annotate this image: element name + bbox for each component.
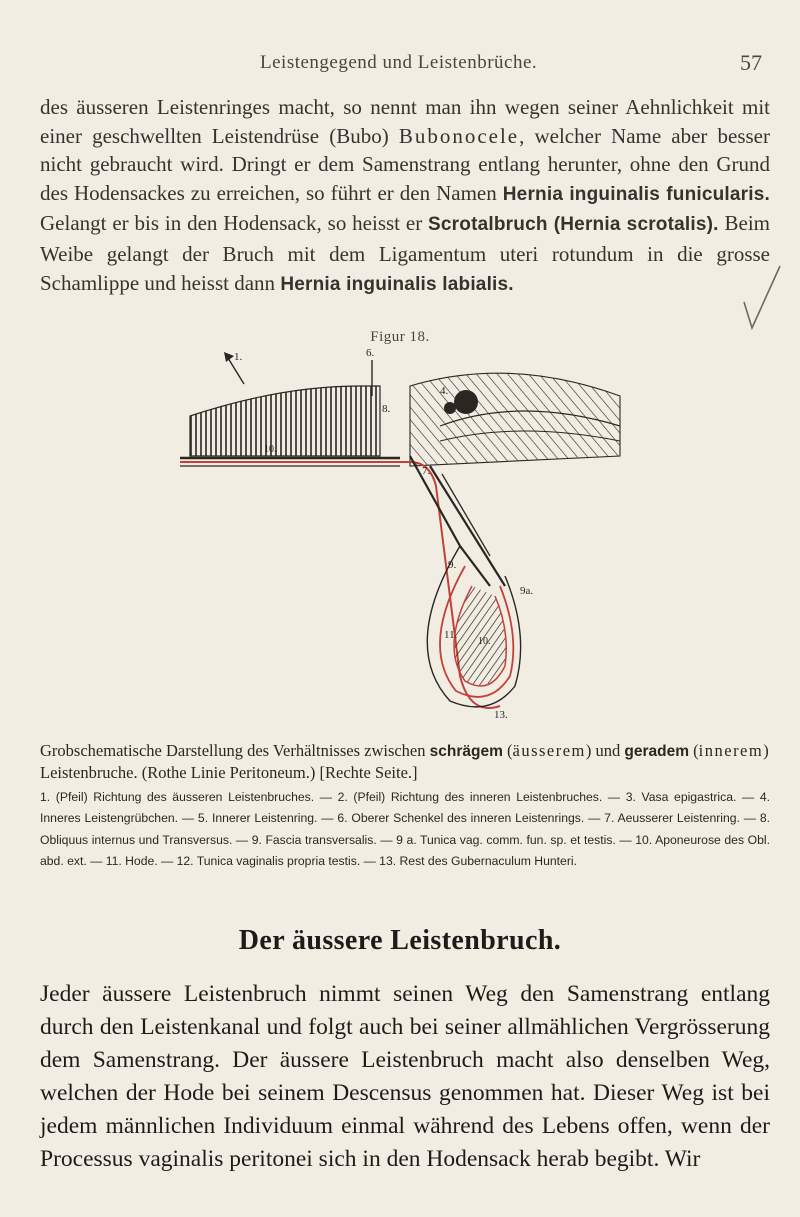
- term-hernia-labialis: Hernia inguinalis labialis.: [280, 273, 514, 295]
- caption-text-5: ) Leistenbruche. (Rothe Linie Peritoneum.) [Rechte Seite.]: [40, 741, 769, 782]
- caption-text-1: Grobschematische Darstellung des Verhältnisses zwischen: [40, 741, 430, 760]
- intro-text-2: , welcher Name aber besser nicht gebraucht wird. Dringt er dem Samenstrang entlang herunter, ohne den Grund des Hodensackes zu erreichen, so führt er den Namen: [40, 123, 771, 205]
- figure-number-10: 10.: [264, 444, 277, 455]
- scrotum-sac: [427, 546, 520, 707]
- figure-number-11: 10.: [478, 636, 491, 647]
- caption-text-3: ) und: [585, 741, 625, 760]
- caption-word-inner: innerem: [698, 741, 764, 760]
- intro-text-3: Gelangt er bis in den Hodensack, so heisst er: [40, 211, 429, 236]
- figure-number-12: 11.: [444, 629, 458, 641]
- figure-number-7: 7.: [422, 465, 431, 477]
- intro-text-1: des äusseren Leistenringes macht, so nennt man ihn wegen seiner Aehnlichkeit mit einer geschwellten Leistendrüse (Bubo): [40, 95, 770, 148]
- figure-number-9a: 9a.: [520, 585, 534, 597]
- caption-word-straight: geradem: [624, 743, 690, 760]
- anatomical-figure: [160, 346, 640, 726]
- running-header: [0, 52, 800, 82]
- figure-number-4: 4.: [440, 385, 449, 397]
- pencil-check-mark: [742, 262, 782, 332]
- caption-word-outer: äusserem: [512, 741, 586, 760]
- term-hernia-funicularis: Hernia inguinalis funicularis.: [502, 183, 770, 205]
- figure-number-8: 8.: [382, 403, 391, 415]
- peritoneum-line: [180, 462, 500, 708]
- body-paragraph: Jeder äussere Leistenbruch nimmt seinen Weg den Samenstrang entlang durch den Leistenkanal und folgt auch bei seiner allmählichen Vergrösserung dem Samenstrang. Der äussere Leistenbruch macht also denselben Weg, welchen der Hode bei seinem Descensus genommen hat. Dieser Weg ist bei jedem männlichen Individuum einmal während des Lebens offen, wenn der Processus vaginalis peritonei sich in den Hodensack herab begibt. Wir: [40, 981, 770, 1172]
- intro-text-4: Beim Weibe gelangt der Bruch mit dem Ligamentum uteri rotundum in die grosse Schamlippe und heisst dann: [40, 211, 770, 295]
- term-scrotalbruch: Scrotalbruch (Hernia scrotalis).: [428, 214, 719, 236]
- caption-text-4: (: [689, 741, 699, 760]
- figure-legend: 1. (Pfeil) Richtung des äusseren Leistenbruches. — 2. (Pfeil) Richtung des inneren Leistenbruches. — 3. Vasa epigastrica. — 4. Inneres Leistengrübchen. — 5. Innerer Leistenring. — 6. Oberer Schenkel des inneren Leistenrings. — 7. Aeusserer Leistenring. — 8. Obliquus internus und Transversus. — 9. Fascia transversalis. — 9 a. Tunica vag. comm. fun. sp. et testis. — 10. Aponeurose des Obl. abd. ext. — 11. Hode. — 12. Tunica vaginalis propria testis. — 13. Rest des Gubernaculum Hunteri.: [40, 790, 770, 869]
- figure-caption: [40, 740, 770, 783]
- running-title: Leistengegend und Leistenbrüche.: [260, 52, 538, 73]
- intro-paragraph: [40, 93, 770, 299]
- figure-number-9: 9.: [448, 559, 457, 571]
- section-heading: Der äussere Leistenbruch.: [238, 925, 562, 956]
- figure-number-6: 6.: [366, 347, 375, 359]
- caption-word-oblique: schrägem: [429, 743, 503, 760]
- figure-number-1: 1.: [234, 351, 243, 363]
- page-number: 57: [740, 50, 762, 75]
- figure-number-13: 13.: [494, 709, 508, 721]
- figure-label: Figur 18.: [370, 329, 430, 345]
- caption-text-2: (: [502, 741, 513, 760]
- vasa-epigastrica-dot: [454, 390, 478, 414]
- term-bubonocele: Bubonocele: [398, 123, 520, 148]
- abdominal-wall-left: [180, 386, 400, 466]
